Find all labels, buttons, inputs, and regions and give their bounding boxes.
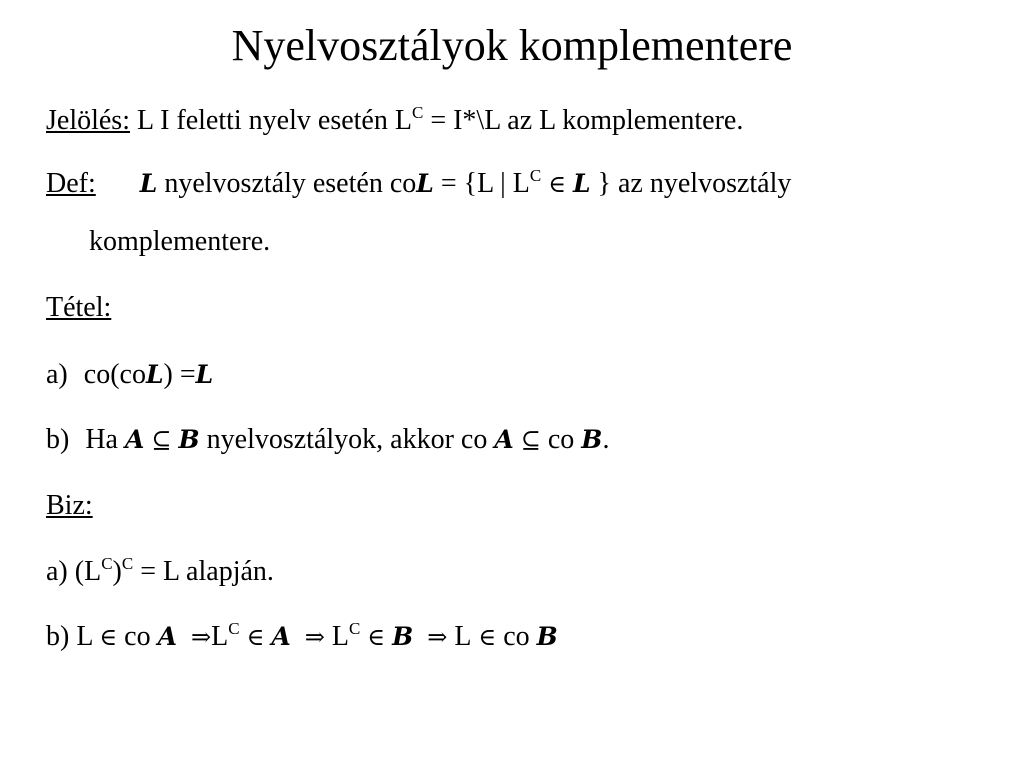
definition-continuation: komplementere. (89, 226, 271, 257)
complement-superscript: C (101, 554, 113, 573)
complement-superscript: C (529, 166, 542, 185)
complement-superscript: C (121, 554, 134, 573)
complement-superscript: C (411, 103, 424, 122)
proof-b-text-2: co (117, 621, 158, 652)
class-b-symbol: B (581, 425, 603, 454)
proof-a-text-3: = L alapján. (133, 556, 274, 587)
proof-a-text-1: a) (L (46, 556, 102, 587)
element-of-symbol: ∈ (367, 623, 386, 651)
notation-text-1: L I feletti nyelv esetén L (130, 105, 412, 136)
class-b-symbol: B (392, 622, 414, 651)
definition-text-3: L | L (477, 168, 530, 199)
theorem-b-text-3: co (540, 424, 582, 455)
element-of-symbol: ∈ (548, 170, 566, 198)
theorem-a-text-1: co(co (83, 359, 146, 390)
complement-superscript: C (228, 619, 240, 638)
class-a-symbol: A (157, 622, 177, 651)
implies-symbol: ⇒ (427, 623, 448, 651)
class-b-symbol: B (178, 425, 200, 454)
notation-line (46, 103, 743, 139)
language-class-symbol: L (416, 169, 434, 198)
proof-part-a (46, 554, 274, 590)
element-of-symbol: ∈ (478, 623, 497, 651)
element-of-symbol: ∈ (246, 623, 265, 651)
language-class-symbol: L (195, 360, 214, 389)
class-b-symbol: B (536, 622, 558, 651)
notation-text-2: = I*\L az L komplementere. (423, 105, 744, 136)
proof-b-L: L (454, 621, 472, 652)
proof-label: Biz: (46, 490, 93, 521)
class-a-symbol: A (271, 622, 291, 651)
language-class-symbol: L (572, 169, 591, 198)
class-a-symbol: A (124, 425, 145, 454)
element-of-symbol: ∈ (99, 623, 118, 651)
proof-part-b (46, 619, 558, 655)
definition-text-2: = (433, 168, 464, 199)
right-brace: } (597, 168, 611, 199)
proof-b-L: L (331, 621, 349, 652)
definition-text-1: nyelvosztály esetén co (157, 168, 417, 199)
language-class-symbol: L (139, 169, 158, 198)
theorem-label: Tétel: (46, 292, 112, 323)
theorem-part-b (46, 422, 609, 458)
subseteq-symbol: ⊆ (151, 426, 172, 454)
left-brace: { (463, 168, 478, 199)
complement-superscript: C (348, 619, 361, 638)
theorem-b-text-2: nyelvosztályok, akkor co (199, 424, 495, 455)
implies-symbol: ⇒ (304, 623, 325, 651)
definition-text-4: az nyelvosztály (611, 168, 792, 199)
definition-label: Def: (46, 168, 96, 199)
class-a-symbol: A (494, 425, 514, 454)
proof-b-text-1: b) L (46, 621, 100, 652)
theorem-b-end: . (602, 424, 610, 455)
list-marker-b: b) (46, 424, 70, 455)
theorem-part-a (46, 357, 213, 393)
language-class-symbol: L (145, 360, 164, 389)
implies-symbol: ⇒ (191, 623, 212, 651)
notation-label: Jelölés: (46, 105, 130, 136)
theorem-b-text-1: Ha (85, 424, 125, 455)
proof-a-text-2: ) (112, 556, 122, 587)
subseteq-symbol: ⊆ (520, 426, 541, 454)
theorem-a-text-2: ) = (163, 359, 196, 390)
proof-b-L: L (211, 621, 229, 652)
slide-title: Nyelvosztályok komplementere (231, 21, 793, 70)
proof-b-text-2: co (496, 621, 537, 652)
list-marker-a: a) (46, 359, 68, 390)
definition-line (46, 166, 791, 202)
